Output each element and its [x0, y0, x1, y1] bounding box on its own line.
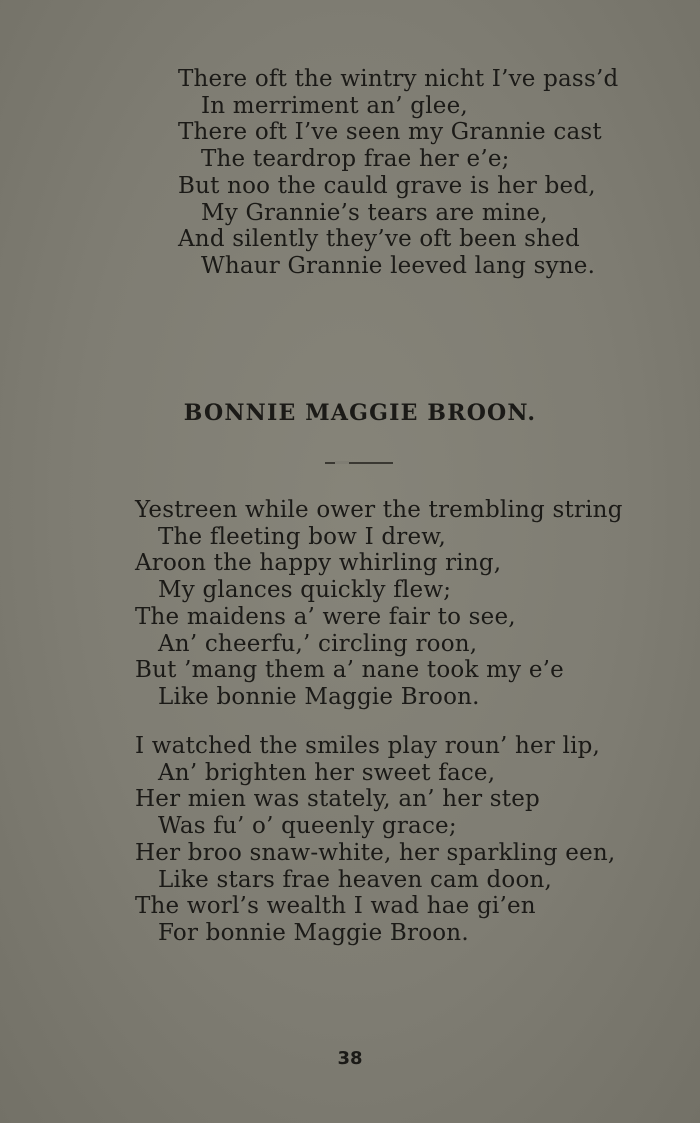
- verse-line: An’ brighten her sweet face,: [158, 759, 496, 786]
- title-divider: [325, 462, 393, 464]
- page-number: 38: [337, 1048, 363, 1069]
- verse-line: Like bonnie Maggie Broon.: [158, 683, 480, 710]
- stanza-2: [135, 733, 615, 947]
- verse-line: Whaur Grannie leeved lang syne.: [201, 252, 596, 279]
- verse-line: Like stars frae heaven cam doon,: [158, 866, 553, 893]
- stanza-continued: [178, 66, 618, 280]
- verse-line: The teardrop frae her e’e;: [201, 146, 510, 173]
- verse-line: For bonnie Maggie Broon.: [158, 919, 469, 946]
- verse-line: The worl’s wealth I wad hae gi’en: [135, 893, 536, 920]
- verse-line: In merriment an’ glee,: [201, 92, 468, 119]
- stanza-1: [135, 497, 623, 711]
- verse-line: I watched the smiles play roun’ her lip,: [135, 733, 601, 759]
- verse-line: There oft the wintry nicht I’ve pass’d: [178, 66, 619, 92]
- verse-line: And silently they’ve oft been shed: [178, 226, 580, 253]
- verse-line: My glances quickly flew;: [158, 577, 452, 604]
- verse-line: But ’mang them a’ nane took my e’e: [135, 657, 564, 684]
- verse-line: My Grannie’s tears are mine,: [201, 199, 548, 226]
- verse-line: Aroon the happy whirling ring,: [135, 550, 502, 577]
- verse-line: Yestreen while ower the trembling string: [135, 497, 623, 523]
- verse-line: Was fu’ o’ queenly grace;: [158, 813, 457, 840]
- poem-title: BONNIE MAGGIE BROON.: [183, 400, 537, 426]
- verse-line: But noo the cauld grave is her bed,: [178, 172, 596, 199]
- verse-line: Her mien was stately, an’ her step: [135, 786, 540, 813]
- verse-line: There oft I’ve seen my Grannie cast: [178, 119, 602, 146]
- verse-line: An’ cheerfu,’ circling roon,: [158, 630, 478, 657]
- verse-line: The fleeting bow I drew,: [158, 523, 446, 550]
- verse-line: Her broo snaw-white, her sparkling een,: [135, 839, 616, 866]
- verse-line: The maidens a’ were fair to see,: [135, 603, 516, 630]
